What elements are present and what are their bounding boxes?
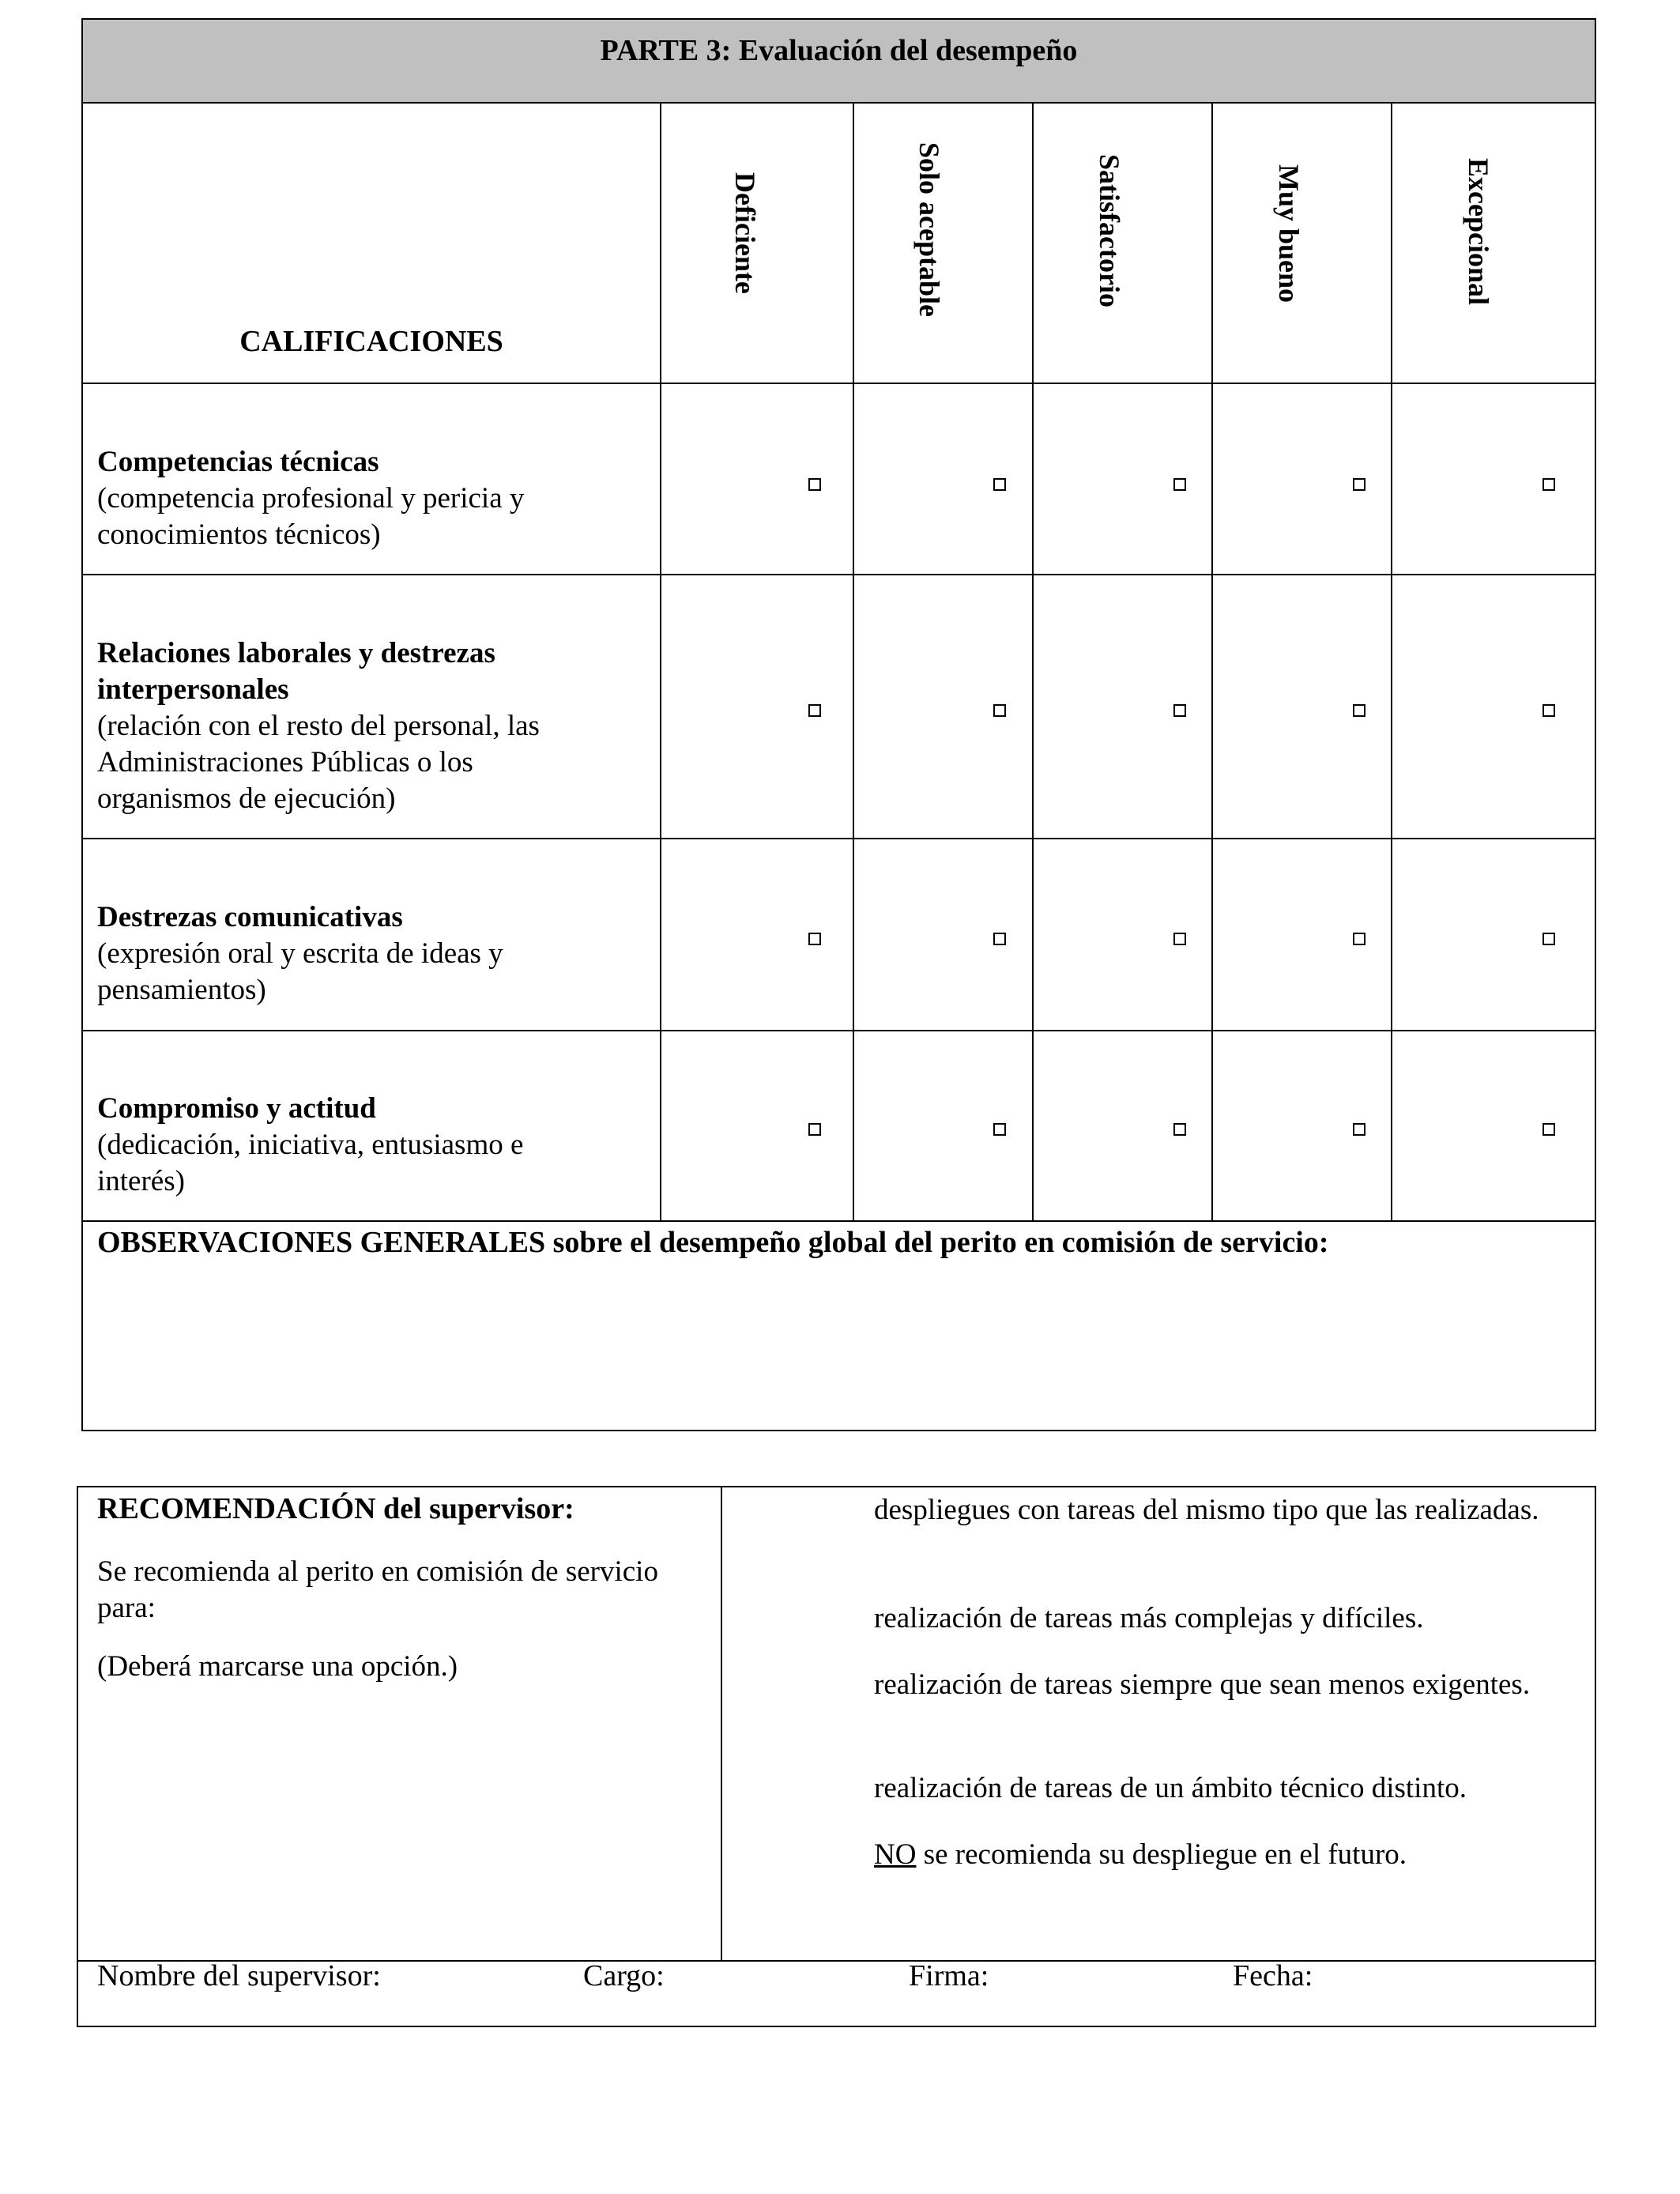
- position-label: Cargo:: [583, 1959, 665, 1992]
- rating-checkbox[interactable]: [1543, 478, 1555, 491]
- column-header-muy-bueno: Muy bueno: [1273, 164, 1305, 303]
- rating-checkbox[interactable]: [808, 478, 821, 491]
- divider: [1211, 102, 1213, 1221]
- option-not-recommended[interactable]: [839, 1837, 1574, 1873]
- divider: [81, 838, 1596, 839]
- divider: [1032, 102, 1034, 1221]
- rating-checkbox[interactable]: [1353, 478, 1365, 491]
- divider: [81, 383, 1596, 384]
- column-header-deficiente: Deficiente: [729, 172, 761, 294]
- criterion-work-relations: [97, 635, 579, 817]
- rating-checkbox[interactable]: [993, 478, 1006, 491]
- rating-checkbox[interactable]: [1173, 478, 1186, 491]
- general-observations-label: OBSERVACIONES GENERALES sobre el desempeño global del perito en comisión de servicio:: [97, 1226, 1329, 1259]
- criterion-title: Destrezas comunicativas: [97, 901, 403, 933]
- option-not-recommended-text: se recomienda su despliegue en el futuro.: [916, 1838, 1407, 1871]
- column-header-excepcional: Excepcional: [1463, 158, 1494, 305]
- criterion-commitment: [97, 1091, 579, 1200]
- divider: [660, 102, 661, 1221]
- criterion-technical-skills: [97, 444, 579, 553]
- column-header-solo-aceptable: Solo aceptable: [913, 142, 945, 317]
- no-emphasis: NO: [874, 1838, 917, 1871]
- supervisor-name-label: Nombre del supervisor:: [97, 1959, 381, 1992]
- recommendation-title: RECOMENDACIÓN del supervisor:: [97, 1492, 574, 1525]
- column-header-satisfactorio: Satisfactorio: [1094, 154, 1125, 307]
- criterion-description: (competencia profesional y pericia y conocimientos técnicos): [97, 482, 525, 551]
- rating-checkbox[interactable]: [808, 704, 821, 717]
- general-observations-field[interactable]: [87, 1265, 1588, 1423]
- rating-checkbox[interactable]: [1173, 704, 1186, 717]
- rating-checkbox[interactable]: [1353, 933, 1365, 945]
- rating-checkbox[interactable]: [1353, 1123, 1365, 1136]
- criterion-description: (relación con el resto del personal, las Administraciones Públicas o los organismos de ejecución): [97, 710, 540, 815]
- divider: [81, 574, 1596, 575]
- criterion-communication: [97, 899, 579, 1008]
- ratings-label: CALIFICACIONES: [239, 325, 503, 358]
- criterion-description: (dedicación, iniciativa, entusiasmo e interés): [97, 1129, 524, 1197]
- option-less-demanding-tasks[interactable]: realización de tareas siempre que sean menos exigentes.: [874, 1668, 1531, 1701]
- rating-checkbox[interactable]: [808, 1123, 821, 1136]
- rating-checkbox[interactable]: [1543, 704, 1555, 717]
- divider: [853, 102, 854, 1221]
- part3-title-row: [83, 33, 1595, 68]
- date-label: Fecha:: [1233, 1959, 1313, 1992]
- rating-checkbox[interactable]: [808, 933, 821, 945]
- option-more-complex-tasks[interactable]: realización de tareas más complejas y difíciles.: [874, 1602, 1424, 1634]
- option-different-technical-area[interactable]: realización de tareas de un ámbito técnico distinto.: [874, 1772, 1467, 1804]
- criterion-title: Relaciones laborales y destrezas interpersonales: [97, 637, 495, 706]
- divider: [81, 102, 1596, 104]
- divider: [81, 1220, 1596, 1222]
- criterion-title: Competencias técnicas: [97, 446, 379, 478]
- rating-checkbox[interactable]: [1543, 933, 1555, 945]
- recommendation-intro: Se recomienda al perito en comisión de servicio para:: [97, 1555, 658, 1624]
- divider: [1391, 102, 1392, 1221]
- rating-checkbox[interactable]: [1173, 1123, 1186, 1136]
- divider: [721, 1486, 722, 1962]
- rating-checkbox[interactable]: [993, 1123, 1006, 1136]
- option-same-tasks[interactable]: despliegues con tareas del mismo tipo que las realizadas.: [874, 1494, 1539, 1526]
- rating-checkbox[interactable]: [1543, 1123, 1555, 1136]
- rating-checkbox[interactable]: [1353, 704, 1365, 717]
- rating-checkbox[interactable]: [993, 933, 1006, 945]
- criterion-title: Compromiso y actitud: [97, 1092, 376, 1125]
- divider: [81, 1030, 1596, 1031]
- signature-label: Firma:: [909, 1959, 989, 1992]
- rating-checkbox[interactable]: [993, 704, 1006, 717]
- part3-title: PARTE 3: Evaluación del desempeño: [600, 34, 1078, 67]
- criterion-description: (expresión oral y escrita de ideas y pensamientos): [97, 937, 503, 1006]
- recommendation-note: (Deberá marcarse una opción.): [97, 1650, 458, 1683]
- rating-checkbox[interactable]: [1173, 933, 1186, 945]
